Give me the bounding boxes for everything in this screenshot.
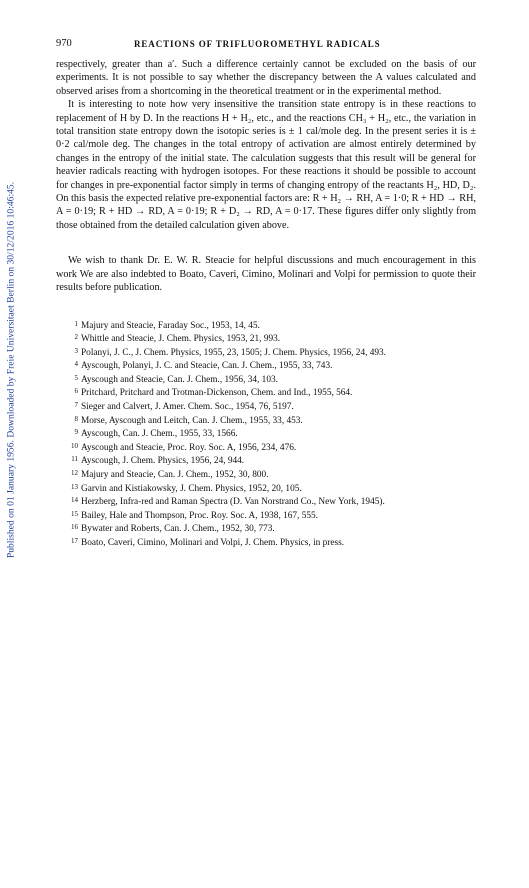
reference-item: 9 Ayscough, Can. J. Chem., 1955, 33, 1566.: [74, 428, 238, 440]
reference-item: 7 Sieger and Calvert, J. Amer. Chem. Soc., 1954, 76, 5197.: [74, 401, 294, 413]
reference-item: 4 Ayscough, Polanyi, J. C. and Steacie, Can. J. Chem., 1955, 33, 743.: [74, 360, 333, 372]
download-watermark: [4, 130, 18, 610]
reference-item: 12 Majury and Steacie, Can. J. Chem., 1952, 30, 800.: [71, 469, 269, 481]
reference-item: 2 Whittle and Steacie, J. Chem. Physics, 1953, 21, 993.: [74, 333, 281, 345]
article-body: [56, 58, 476, 550]
reference-item: 16 Bywater and Roberts, Can. J. Chem., 1952, 30, 773.: [71, 523, 275, 535]
reference-item: 8 Morse, Ayscough and Leitch, Can. J. Chem., 1955, 33, 453.: [74, 414, 303, 426]
reference-item: 5 Ayscough and Steacie, Can. J. Chem., 1956, 34, 103.: [74, 373, 278, 385]
reference-item: 15 Bailey, Hale and Thompson, Proc. Roy. Soc. A, 1938, 167, 555.: [71, 509, 318, 521]
reference-item: 10 Ayscough and Steacie, Proc. Roy. Soc. A, 1956, 234, 476.: [71, 441, 297, 453]
reference-item: 11 Ayscough, J. Chem. Physics, 1956, 24, 944.: [71, 455, 245, 467]
acknowledgement-paragraph: We wish to thank Dr. E. W. R. Steacie for helpful discussions and much encouragement in this work We are also indebted to Boato, Caveri, Cimino, Molinari and Volpi for permission to quote their results before publication.: [56, 255, 476, 294]
reference-item: 6 Pritchard, Pritchard and Trotman-Dickenson, Chem. and Ind., 1955, 564.: [74, 387, 353, 399]
running-title: REACTIONS OF TRIFLUOROMETHYL RADICALS: [134, 39, 381, 49]
download-watermark-text: Published on 01 January 1956. Downloaded by Freie Universitaet Berlin on 30/12/2016 10:46:45.: [5, 181, 17, 559]
reference-item: 17 Boato, Caveri, Cimino, Molinari and Volpi, J. Chem. Physics, in press.: [71, 537, 345, 548]
reference-item: 3 Polanyi, J. C., J. Chem. Physics, 1955, 23, 1505; J. Chem. Physics, 1956, 24, 493.: [74, 346, 387, 358]
paragraph-continuation: respectively, greater than a′. Such a difference certainly cannot be excluded on the basis of our experiments. It is not possible to say whether the discrepancy between the A values calculated and observed arises from a shortcoming in the theoretical treatment or in the experimental method.: [56, 59, 476, 97]
reference-list: [56, 319, 476, 550]
reference-item: 13 Garvin and Kistiakowsky, J. Chem. Physics, 1952, 20, 105.: [71, 482, 302, 494]
paragraph-entropy-discussion: It is interesting to note how very insensitive the transition state entropy is in these reactions to replacement of H by D. In the reactions H + H₂, etc., and the reactions CH₃ + H₂, etc., the variation in total transition state entropy down the isotopic series is ± 1 cal/mole deg. In the present series it is ± 0·2 cal/mole deg. The changes in the total entropy of activation are almost entirely determined by changes in the entropy of the initial state. The calculation suggests that this result will be general for heavier radicals reacting with hydrogen isotopes. For these reactions it should be possible to account for changes in pre-exponential factor simply in terms of changing entropy of the reactants H₂, HD, D₂. On this basis the expected relative pre-exponential factors are: R + H₂ → RH, A = 1·0; R + HD → RH, A = 0·19; R + HD → RD, A = 0·19; R + D₂ → RD, A = 0·17. These figures differ only slightly from those obtained from the detailed calculation given above.: [56, 99, 476, 231]
reference-item: 1 Majury and Steacie, Faraday Soc., 1953, 14, 45.: [74, 319, 260, 331]
page-header: [56, 38, 476, 54]
page-number: 970: [56, 38, 72, 49]
reference-item: 14 Herzberg, Infra-red and Raman Spectra (D. Van Norstrand Co., New York, 1945).: [71, 496, 385, 508]
